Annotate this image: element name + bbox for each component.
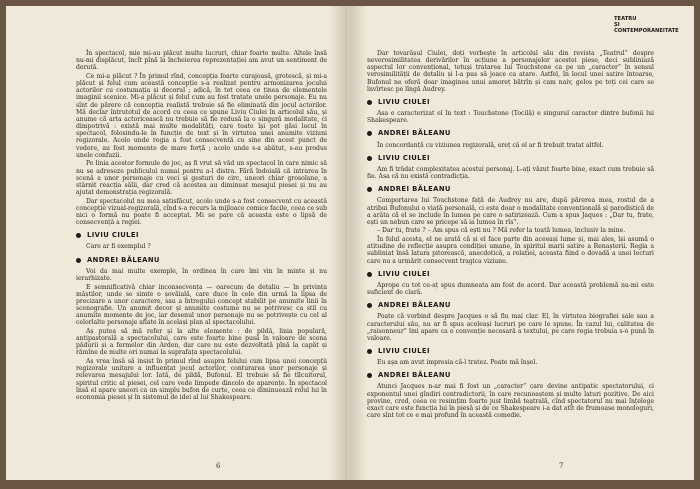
speaker-heading	[76, 257, 327, 264]
speaker-heading	[367, 155, 654, 162]
speaker-heading	[76, 232, 327, 239]
speaker-name: ANDREI BĂLEANU	[87, 255, 160, 264]
speaker-heading	[367, 302, 654, 309]
paragraph: Asa e caracterizat el în text : Touchstone (Tocilă) e singurul caracter dintre bufonii lui Shakespeare.	[367, 110, 654, 125]
speaker-heading	[367, 186, 654, 193]
paragraph: Aș putea să mă refer și la alte elemente : de pildă, linia populară, antipastorală a spectacolului, care este foarte bine pusă în valoare de scena pădurii și a fermelor din Arden, dar care nu este dezvoltată pînă la capăt și rămîne de multe ori numai la suprafața spectacolului.	[76, 327, 327, 357]
speaker-name: ANDREI BĂLEANU	[378, 129, 451, 138]
paragraph: Ce mi-a plăcut ? În primul rînd, concepția foarte curajoasă, grotescă, și mi-a plăcut și felul cum această concepție s-a realizat pentru armonizarea jocului actorilor cu costumația și decorul ; adică, în tot ceea ce ținea de elementele imaginii scenice. Mi-a plăcut și felul cum au fost tratate unele personaje. Eu nu sînt de părere că concepția realistă trebuie să fie eliminată din jocul actorilor. Mă declar întrutotul de acord cu ceea ce spune Liviu Ciulei în articolul său, și anume că arta actoricească nu trebuie să fie redusă la o singură modalitate, ci dimpotrivă : există mai multe modalități, care toate își pot găsi locul în spectacol, folosindu-le în funcție de text și în virtutea unei anumite viziuni regizorale. Acolo unde regia a fost consecventă cu sine din acest punct de vedere, au fost momente de mare forță ; acolo unde s-a abătut, s-au produs unele confuzii.	[76, 72, 327, 159]
header-line: CONTEMPORANEITATE	[614, 28, 679, 34]
gutter-shadow	[349, 6, 367, 480]
right-text-column	[367, 50, 654, 456]
speaker-name: LIVIU CIULEI	[378, 97, 430, 106]
left-page	[6, 6, 348, 480]
speaker-name: LIVIU CIULEI	[378, 153, 430, 162]
speaker-name: ANDREI BĂLEANU	[378, 185, 451, 194]
bullet-icon	[76, 233, 81, 238]
speaker-name: LIVIU CIULEI	[378, 269, 430, 278]
bullet-icon	[367, 100, 372, 105]
bullet-icon	[76, 258, 81, 263]
speaker-name: ANDREI BĂLEANU	[378, 301, 451, 310]
paragraph: Atunci Jacques n-ar mai fi fost un „caracter” care devine antipatic spectatorului, ci exponentul unei gîndiri contradictorii, în care recunoaștem și multe laturi pozitive. De aici provine, cred, ceea ce resimțim foarte just limbă teatrală, cînd spectatorul nu mai înțelege exact care este funcția lui în piesă și de ce Shakespeare i-a dat atît de frumoase monologuri, care sînt tot ce e mai profund în această comedie.	[367, 383, 654, 420]
bullet-icon	[367, 373, 372, 378]
speaker-heading	[367, 348, 654, 355]
paragraph: Dar tovarășul Ciulei, doți vorbește în articolul său din revista „Teatrul” despre neverosimilitatea derivărilor în acțiune a personajelor acestei piese, deci subliniază aspectul lor convențional, totuși tratarea lui Touchstone ca pe un „caracter” în sensul verosimilității de detaliu și l-a pus să joace ca atare. Astfel, în locul unei satire întoarse, Bufonul ne oferă doar imaginea unui amoreț bătrîn și cam naiv, gelos pe toți cei care se învîrtesc pe lîngă Audrey.	[367, 50, 654, 93]
paragraph: Dar spectacolul nu mea satisfăcut, acolo unde s-a fost consecvent cu această concepție vizual-regizorală, cînd s-a recurs la mijloace comice facile, ceea ce sub nici o formă nu poate fi acceptat. Mi se pare că aceasta este o lipsă de consecvență a regiei.	[76, 197, 327, 227]
speaker-name: LIVIU CIULEI	[378, 347, 430, 355]
page-number: 7	[559, 462, 564, 470]
right-page	[349, 6, 694, 480]
paragraph: Voi da mai multe exemple, în ordinea în care îmi vin în minte și nu ierarhizate.	[76, 267, 327, 282]
speaker-name: ANDREI BĂLEANU	[378, 371, 451, 380]
paragraph: Aș vrea însă să insist în primul rînd asupra felului cum lipsa unei concepții regizorale unitare a influențat jocul actorilor, conturarea unor personaje și relevarea mesajului lor. Iată, de pildă, Bufonul. El trebuie să fie tîlcuitorul, spiritul critic al piesei, cel care vede limpede dincolo de aparențe. În spectacol însă el apare uneori ca un simplu bufon de curte, ceea ce diminuează rolul lui în economia piesei și în sistemul de idei al lui Shakespeare.	[76, 358, 327, 401]
paragraph: Aprope cu tot ce-aț spus dumneata am fost de acord. Dar această problemă nu-mi este suficient de clară.	[367, 281, 654, 297]
speaker-heading	[367, 271, 654, 278]
left-text-column	[76, 50, 327, 456]
bullet-icon	[367, 156, 372, 161]
paragraph: În spectacol, mie mi-au plăcut multe lucruri, chiar foarte multe. Altele însă nu-mi displăcut, încît pînă la încheierea reprezentației am avut un sentiment de derută.	[76, 50, 327, 72]
bullet-icon	[367, 303, 372, 308]
paragraph: Care ar fi exemplul ?	[86, 243, 151, 251]
speaker-heading	[367, 372, 654, 379]
running-header	[614, 16, 679, 34]
header-line: ȘI	[614, 22, 620, 28]
paragraph: E semnificativă chiar inconsecvența — oarecum de detaliu — în privința măștilor, unde se simte o șovăială, care duce în cele din urmă la lipsa de precizare a unor caractere, sau a întregului concept stabilit pe anumite linii în scenografie. Un anumit decor și anumite costume nu se potrivesc ca stil cu anumite momente de joc, iar desenul unor personaje nu se potrivește cu cel al celorlalte personaje aflate în același plan al spectacolului.	[76, 283, 327, 327]
paragraph: Am fi trădat complexitatea acestui personaj. L-ați văzut foarte bine, exact cum trebuie să fie. Asa că nu există contradicția.	[367, 165, 654, 181]
bullet-icon	[367, 131, 372, 136]
speaker-name: LIVIU CIULEI	[87, 231, 139, 240]
gutter-shadow	[329, 6, 347, 480]
paragraph: Poate că vorbind despre Jacques o să fiu mai clar. El, în virtutea biografiei sale sau a caracterului său, nu ar fi spus aceleași lucruri pe care le spune. În cazul lui, calitatea de „raisonneur” îmi apare ca o convenție necesară a textului, pe care regia trebuia s-o pună în valoare.	[367, 313, 654, 342]
speaker-heading	[367, 99, 654, 106]
paragraph: În felul acesta, el ne arată că și el face parte din aceeași lume și, mai ales, își asumă o atitudine de reflecție asupra condiției umane, în spiritul marii satire a Renașterii. Regia a subliniat însă latura pitorească, anecdotică, a relației, aceasta fiind o dovadă a unei lecturi care nu a urmărit consecvent tragica viziune.	[367, 236, 654, 265]
speaker-heading	[367, 130, 654, 137]
paragraph: În concordanță cu viziunea regizorală, ereț că el ar fi trebuit tratat altfel.	[377, 141, 604, 149]
paragraph: – Dar tu, frate ? – Am spus că ești nu ? Mă refer la toată lumea, inclusiv la mine.	[377, 227, 626, 235]
bullet-icon	[367, 187, 372, 192]
paragraph: Eu așa am avut impresia că-l tratez. Poate mă înșel.	[377, 359, 538, 367]
bullet-icon	[367, 272, 372, 277]
paragraph: Pe linia acestor formule de joc, aș fi vrut să văd un spectacol în care nimic să nu se adreseze publicului numai pentru a-l distra. Fără îndoială că intrarea în scenă a unor personaje cu voci și gesturi de circ, uneori chiar grosolane, a stârnit reacția sălii, dar cred că acestea au diminuat mesajul piesei și nu au ajutat demonstrația regizorală.	[76, 160, 327, 196]
paragraph: Comportarea lui Touchstone față de Audrey nu are, după părerea mea, rostul de a atribui Bufonului o viață personală, ci este doar o modalitate convențională și parodistică de a arăta că el se include în lumea pe care o satirizează. Cum a spus Jaques : „Dar tu, frate, ești un nebun care se pricepe să ia lumea în rîs”.	[367, 197, 654, 226]
page-number: 6	[216, 462, 221, 470]
header-line: TEATRU	[614, 16, 637, 22]
bullet-icon	[367, 349, 372, 354]
